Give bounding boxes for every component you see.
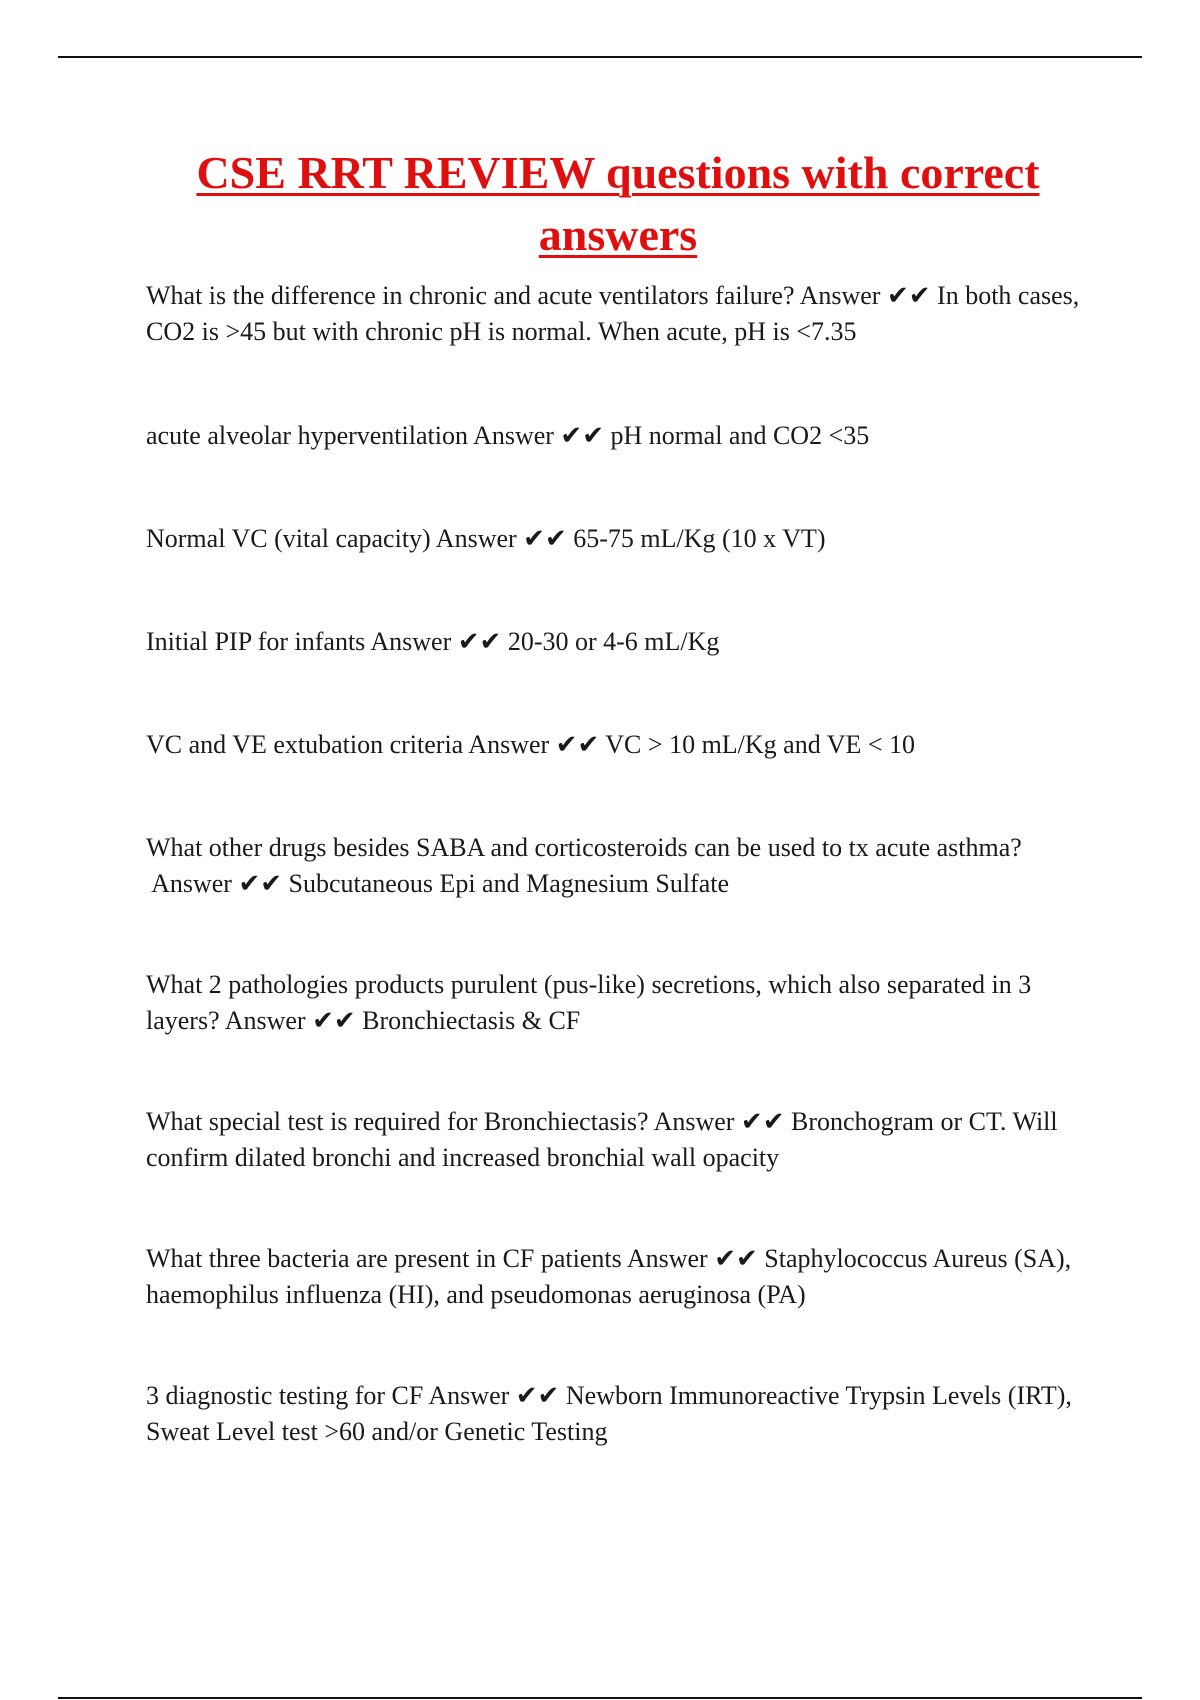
question-text: What special test is required for Bronchiectasis? — [146, 1107, 649, 1136]
qa-item — [146, 521, 1096, 557]
answer-text: pH normal and CO2 <35 — [610, 421, 870, 450]
answer-text: Staphylococcus Aureus (SA), haemophilus influenza (HI), and pseudomonas aeruginosa (PA) — [146, 1244, 1072, 1309]
answer-text: Bronchogram or CT. Will confirm dilated bronchi and increased bronchial wall opacity — [146, 1107, 1058, 1172]
question-text: VC and VE extubation criteria — [146, 730, 464, 759]
qa-item — [146, 830, 1096, 902]
answer-text: Bronchiectasis & CF — [362, 1006, 581, 1035]
answer-text: VC > 10 mL/Kg and VE < 10 — [605, 730, 916, 759]
qa-item — [146, 1241, 1096, 1313]
qa-item — [146, 624, 1096, 660]
qa-item — [146, 1104, 1096, 1176]
answer-text: In both cases, CO2 is >45 but with chronic pH is normal. When acute, pH is <7.35 — [146, 281, 1080, 346]
answer-marker: Answer ✔✔ — [653, 1107, 785, 1136]
qa-item — [146, 278, 1096, 350]
question-text: acute alveolar hyperventilation — [146, 421, 468, 450]
answer-marker: Answer ✔✔ — [428, 1381, 560, 1410]
qa-list — [146, 278, 1096, 1450]
question-text: Initial PIP for infants — [146, 627, 366, 656]
answer-marker: Answer ✔✔ — [224, 1006, 356, 1035]
document-title: CSE RRT REVIEW questions with correct answers — [196, 147, 1040, 260]
answer-marker: Answer ✔✔ — [468, 730, 600, 759]
answer-text: 20-30 or 4-6 mL/Kg — [507, 627, 720, 656]
qa-item — [146, 418, 1096, 454]
footer-rule — [58, 1697, 1142, 1699]
question-text: What other drugs besides SABA and corticosteroids can be used to tx acute asthma? — [146, 833, 1022, 862]
answer-text: Subcutaneous Epi and Magnesium Sulfate — [288, 869, 730, 898]
question-text: What three bacteria are present in CF patients — [146, 1244, 622, 1273]
answer-marker: Answer ✔✔ — [626, 1244, 758, 1273]
question-text: What is the difference in chronic and acute ventilators failure? — [146, 281, 795, 310]
question-text: Normal VC (vital capacity) — [146, 524, 431, 553]
answer-marker: Answer ✔✔ — [473, 421, 604, 450]
qa-item — [146, 727, 1096, 763]
answer-marker: Answer ✔✔ — [151, 869, 283, 898]
answer-text: 65-75 mL/Kg (10 x VT) — [573, 524, 826, 553]
header-rule — [58, 56, 1142, 58]
answer-text: Newborn Immunoreactive Trypsin Levels (IRT), Sweat Level test >60 and/or Genetic Testing — [146, 1381, 1072, 1446]
answer-marker: Answer ✔✔ — [370, 627, 502, 656]
qa-item — [146, 1378, 1096, 1450]
qa-item — [146, 967, 1096, 1039]
answer-marker: Answer ✔✔ — [799, 281, 931, 310]
question-text: What 2 pathologies products purulent (pus-like) secretions, which also separated in 3 layers? — [146, 970, 1032, 1035]
answer-marker: Answer ✔✔ — [435, 524, 567, 553]
question-text: 3 diagnostic testing for CF — [146, 1381, 424, 1410]
